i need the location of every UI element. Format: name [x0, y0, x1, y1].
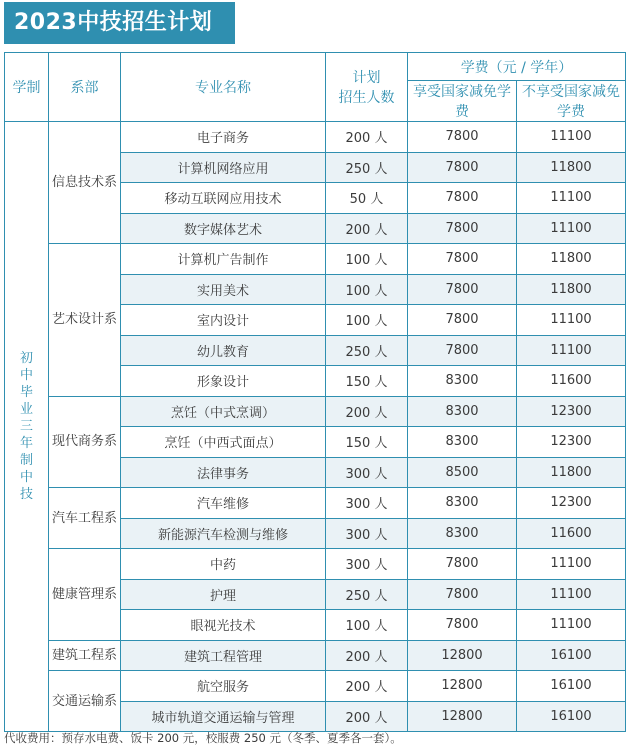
fee-reduced-cell: 7800	[408, 610, 517, 641]
plan-count-cell: 300 人	[326, 457, 408, 488]
major-name-cell: 护理	[121, 579, 326, 610]
header-xuezhi: 学制	[5, 53, 49, 122]
plan-count-cell: 50 人	[326, 183, 408, 214]
fee-reduced-cell: 7800	[408, 579, 517, 610]
plan-count-cell: 150 人	[326, 427, 408, 458]
major-name-cell: 烹饪（中西式面点）	[121, 427, 326, 458]
plan-count-cell: 300 人	[326, 488, 408, 519]
major-name-cell: 眼视光技术	[121, 610, 326, 641]
table-row	[5, 671, 626, 702]
fee-reduced-cell: 7800	[408, 335, 517, 366]
major-name-cell: 计算机广告制作	[121, 244, 326, 275]
header-department: 系部	[49, 53, 121, 122]
fee-full-cell: 11800	[517, 244, 626, 275]
fee-reduced-cell: 8300	[408, 488, 517, 519]
major-name-cell: 新能源汽车检测与维修	[121, 518, 326, 549]
fee-reduced-cell: 7800	[408, 213, 517, 244]
fee-full-cell: 11600	[517, 366, 626, 397]
enrollment-table	[4, 52, 626, 732]
fee-reduced-cell: 12800	[408, 701, 517, 732]
fee-reduced-cell: 12800	[408, 671, 517, 702]
department-cell: 艺术设计系	[49, 244, 121, 397]
fee-full-cell: 11100	[517, 549, 626, 580]
table-row	[5, 122, 626, 153]
plan-count-cell: 200 人	[326, 213, 408, 244]
fee-reduced-cell: 8300	[408, 366, 517, 397]
fee-full-cell: 11600	[517, 518, 626, 549]
fee-full-cell: 11100	[517, 183, 626, 214]
fee-full-cell: 11800	[517, 152, 626, 183]
fee-reduced-cell: 7800	[408, 244, 517, 275]
plan-count-cell: 200 人	[326, 122, 408, 153]
fee-reduced-cell: 7800	[408, 274, 517, 305]
plan-count-cell: 100 人	[326, 610, 408, 641]
header-plan-line2: 招生人数	[338, 90, 395, 106]
fee-note: 代收费用：预存水电费、饭卡 200 元，校服费 250 元（冬季、夏季各一套）。	[4, 731, 402, 745]
plan-count-cell: 200 人	[326, 640, 408, 671]
fee-reduced-cell: 7800	[408, 305, 517, 336]
table-row	[5, 244, 626, 275]
fee-full-cell: 11100	[517, 213, 626, 244]
table-row	[5, 396, 626, 427]
department-cell: 信息技术系	[49, 122, 121, 244]
header-fee-full: 不享受国家减免学费	[517, 81, 626, 122]
fee-reduced-cell: 8300	[408, 427, 517, 458]
plan-count-cell: 150 人	[326, 366, 408, 397]
department-cell: 健康管理系	[49, 549, 121, 641]
plan-count-cell: 100 人	[326, 244, 408, 275]
fee-full-cell: 11100	[517, 610, 626, 641]
major-name-cell: 数字媒体艺术	[121, 213, 326, 244]
major-name-cell: 室内设计	[121, 305, 326, 336]
fee-full-cell: 11800	[517, 457, 626, 488]
major-name-cell: 汽车维修	[121, 488, 326, 519]
table-row	[5, 549, 626, 580]
major-name-cell: 法律事务	[121, 457, 326, 488]
plan-count-cell: 300 人	[326, 518, 408, 549]
plan-count-cell: 250 人	[326, 335, 408, 366]
fee-full-cell: 16100	[517, 701, 626, 732]
header-plan-line1: 计划	[352, 70, 381, 86]
fee-reduced-cell: 8500	[408, 457, 517, 488]
fee-reduced-cell: 8300	[408, 518, 517, 549]
major-name-cell: 航空服务	[121, 671, 326, 702]
major-name-cell: 移动互联网应用技术	[121, 183, 326, 214]
plan-count-cell: 100 人	[326, 274, 408, 305]
major-name-cell: 计算机网络应用	[121, 152, 326, 183]
fee-full-cell: 11100	[517, 305, 626, 336]
department-cell: 现代商务系	[49, 396, 121, 488]
plan-count-cell: 300 人	[326, 549, 408, 580]
header-major: 专业名称	[121, 53, 326, 122]
plan-count-cell: 200 人	[326, 396, 408, 427]
fee-full-cell: 12300	[517, 396, 626, 427]
major-name-cell: 幼儿教育	[121, 335, 326, 366]
major-name-cell: 建筑工程管理	[121, 640, 326, 671]
table-row	[5, 488, 626, 519]
table-row	[5, 640, 626, 671]
major-name-cell: 电子商务	[121, 122, 326, 153]
fee-reduced-cell: 8300	[408, 396, 517, 427]
fee-full-cell: 11100	[517, 122, 626, 153]
fee-reduced-cell: 7800	[408, 183, 517, 214]
table-body	[5, 122, 626, 732]
xuezhi-cell	[5, 122, 49, 732]
fee-full-cell: 12300	[517, 488, 626, 519]
plan-count-cell: 100 人	[326, 305, 408, 336]
fee-reduced-cell: 12800	[408, 640, 517, 671]
fee-full-cell: 16100	[517, 671, 626, 702]
fee-reduced-cell: 7800	[408, 122, 517, 153]
major-name-cell: 烹饪（中式烹调）	[121, 396, 326, 427]
department-cell: 交通运输系	[49, 671, 121, 732]
plan-count-cell: 200 人	[326, 701, 408, 732]
plan-count-cell: 200 人	[326, 671, 408, 702]
xuezhi-value: 初中毕业三年制中技	[19, 351, 33, 502]
fee-reduced-cell: 7800	[408, 549, 517, 580]
plan-count-cell: 250 人	[326, 579, 408, 610]
fee-full-cell: 11100	[517, 335, 626, 366]
fee-full-cell: 16100	[517, 640, 626, 671]
fee-full-cell: 12300	[517, 427, 626, 458]
page-title: 2023中技招生计划	[4, 2, 235, 44]
fee-full-cell: 11100	[517, 579, 626, 610]
plan-count-cell: 250 人	[326, 152, 408, 183]
header-fee-reduced: 享受国家减免学费	[408, 81, 517, 122]
major-name-cell: 实用美术	[121, 274, 326, 305]
major-name-cell: 形象设计	[121, 366, 326, 397]
fee-reduced-cell: 7800	[408, 152, 517, 183]
major-name-cell: 城市轨道交通运输与管理	[121, 701, 326, 732]
header-fee: 学费（元 / 学年）	[408, 53, 626, 81]
fee-full-cell: 11800	[517, 274, 626, 305]
major-name-cell: 中药	[121, 549, 326, 580]
department-cell: 汽车工程系	[49, 488, 121, 549]
department-cell: 建筑工程系	[49, 640, 121, 671]
header-plan-count	[326, 53, 408, 122]
